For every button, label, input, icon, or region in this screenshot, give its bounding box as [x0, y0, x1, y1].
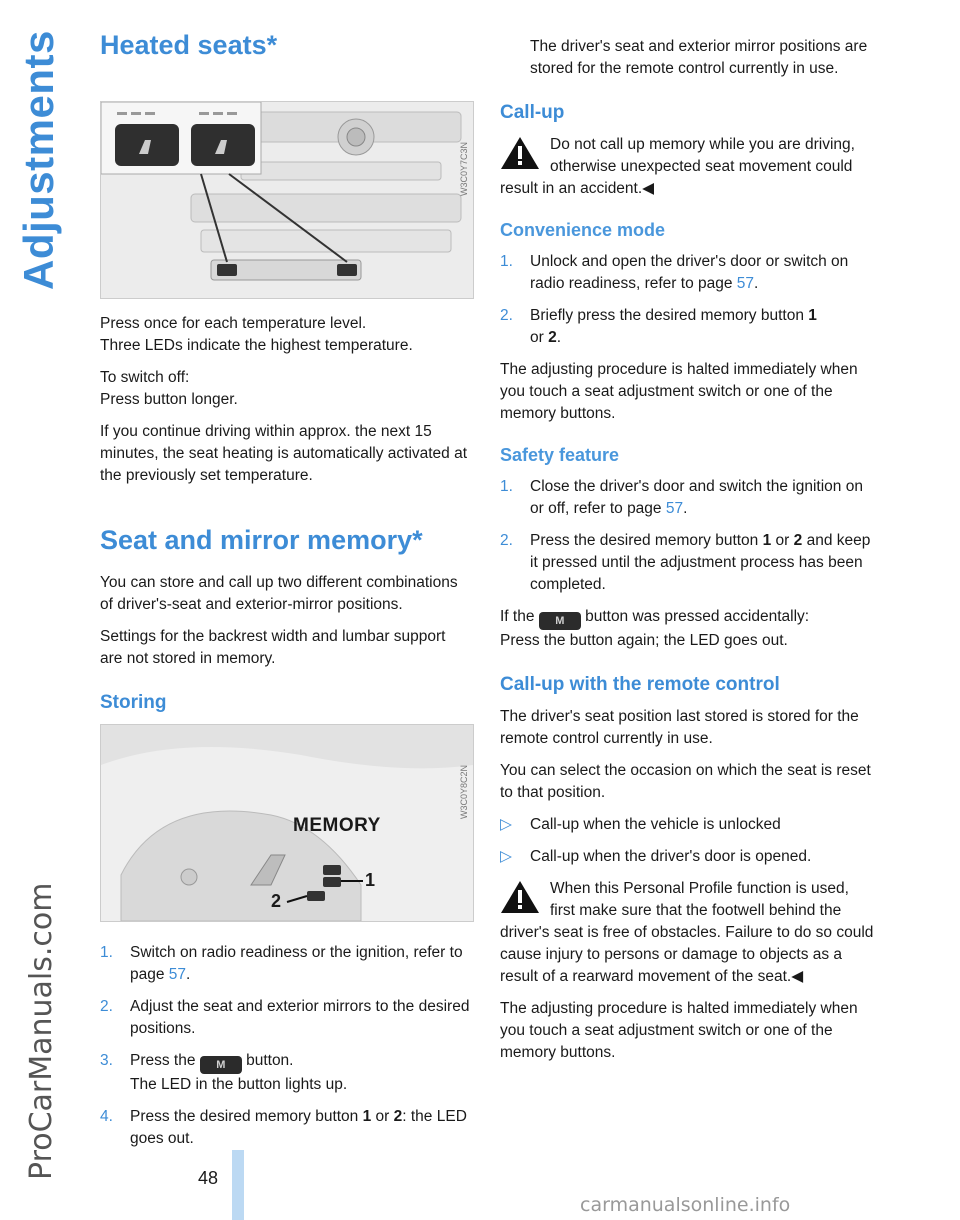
list-item: 2. Briefly press the desired memory button 1 or 2. — [500, 307, 817, 346]
figure-code: W3C0Y7C3N — [459, 142, 469, 197]
heading-seat-mirror-memory: Seat and mirror memory* — [100, 525, 423, 555]
side-watermark: ProCarManuals.com — [24, 882, 59, 1180]
warning-personal-profile: When this Personal Profile function is used, first make sure that the footwell behind the driver's seat is free of obstacles. Failure to do so could cause injury to persons or damage to objects as a result of a rearward movement of the seat.◀ — [500, 880, 874, 985]
list-item: 1. Close the driver's door and switch the ignition on or off, refer to page 57. — [500, 478, 863, 517]
heated-seats-buttons-image — [101, 102, 473, 298]
warning-triangle-icon — [500, 880, 540, 914]
memory-label: MEMORY — [293, 815, 381, 836]
list-item: ▷ Call-up when the driver's door is opened. — [500, 848, 812, 865]
callout-1: 1 — [365, 870, 376, 890]
chapter-title: Adjustments — [15, 30, 62, 290]
memory-buttons-illustration — [100, 724, 474, 922]
storing-steps — [100, 942, 472, 1150]
seat-memory-image — [101, 725, 473, 921]
callout-2: 2 — [271, 891, 282, 911]
heading-storing: Storing — [100, 692, 167, 713]
memory-m-button-icon: M — [200, 1056, 242, 1074]
list-item: 3. Press the M button. The LED in the button lights up. — [100, 1052, 348, 1093]
convenience-steps — [500, 251, 874, 349]
footer-watermark: carmanualsonline.info — [580, 1194, 791, 1216]
page-link[interactable]: 57 — [736, 275, 755, 292]
heated-seats-illustration — [100, 101, 474, 299]
safety-steps — [500, 476, 874, 596]
paragraph: The driver's seat and exterior mirror positions are stored for the remote control currently in use. — [530, 38, 868, 77]
paragraph: You can store and call up two different combinations of driver's-seat and exterior-mirror positions. — [100, 574, 458, 613]
list-item: ▷ Call-up when the vehicle is unlocked — [500, 816, 781, 833]
figure-code: W3C0Y8C2N — [459, 765, 469, 820]
heading-safety-feature: Safety feature — [500, 445, 620, 465]
paragraph: If you continue driving within approx. the next 15 minutes, the seat heating is automatically activated at the previously set temperature. — [100, 423, 468, 484]
paragraph: You can select the occasion on which the seat is reset to that position. — [500, 762, 871, 801]
memory-m-button-icon: M — [539, 612, 581, 630]
paragraph: The adjusting procedure is halted immediately when you touch a seat adjustment switch or one of the memory buttons. — [500, 1000, 858, 1061]
left-column — [100, 30, 472, 1160]
warning-triangle-icon — [500, 136, 540, 170]
list-item: 4. Press the desired memory button 1 or 2: the LED goes out. — [100, 1108, 467, 1147]
list-item: 1. Unlock and open the driver's door or switch on radio readiness, refer to page 57. — [500, 253, 849, 292]
remote-options — [500, 814, 874, 868]
list-item: 2. Press the desired memory button 1 or 2 and keep it pressed until the adjustment process has been completed. — [500, 532, 871, 593]
page-link[interactable]: 57 — [168, 966, 187, 983]
heading-call-up: Call-up — [500, 102, 565, 123]
heading-callup-remote: Call-up with the remote control — [500, 674, 780, 695]
paragraph: Press once for each temperature level. Three LEDs indicate the highest temperature. — [100, 315, 413, 354]
list-item: 2. Adjust the seat and exterior mirrors to the desired positions. — [100, 998, 470, 1037]
list-item: 1. Switch on radio readiness or the ignition, refer to page 57. — [100, 944, 463, 983]
paragraph: If the M button was pressed accidentally: Press the button again; the LED goes out. — [500, 608, 810, 649]
paragraph: The adjusting procedure is halted immediately when you touch a seat adjustment switch or one of the memory buttons. — [500, 361, 858, 422]
paragraph: To switch off: Press button longer. — [100, 369, 238, 408]
page-number-bar — [232, 1150, 244, 1220]
warning-callup: Do not call up memory while you are driving, otherwise unexpected seat movement could result in an accident.◀ — [500, 136, 855, 197]
right-column — [500, 36, 874, 1074]
page-link[interactable]: 57 — [665, 500, 684, 517]
paragraph: Settings for the backrest width and lumbar support are not stored in memory. — [100, 628, 446, 667]
page-number: 48 — [198, 1168, 219, 1188]
paragraph: The driver's seat position last stored is stored for the remote control currently in use. — [500, 708, 859, 747]
heading-convenience-mode: Convenience mode — [500, 220, 666, 240]
heading-heated-seats: Heated seats* — [100, 30, 278, 60]
